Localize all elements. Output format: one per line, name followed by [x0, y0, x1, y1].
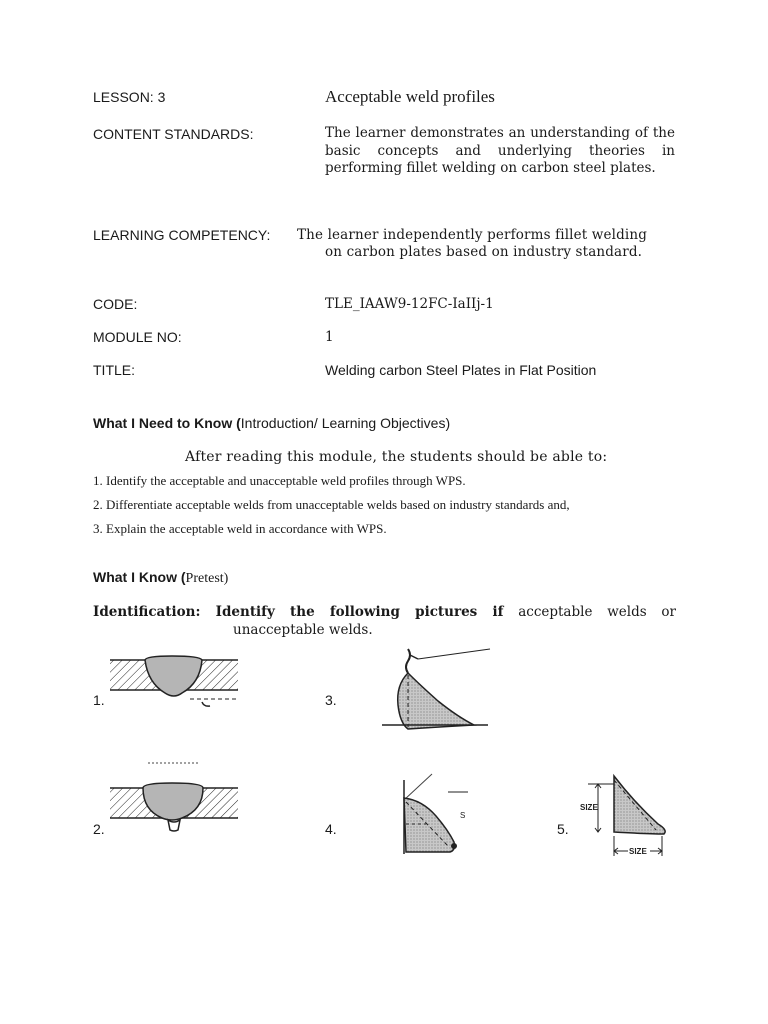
identification-line1 — [93, 604, 676, 620]
figure-number-5: 5. — [557, 821, 569, 837]
lesson-label: LESSON: 3 — [93, 89, 166, 105]
content-standards-text: The learner demonstrates an understanding of the basic concepts and underlying theories in performing fillet welding on carbon steel plates. — [325, 125, 675, 176]
need-to-know-heading — [93, 415, 450, 431]
objective-1: 1. Identify the acceptable and unacceptable weld profiles through WPS. — [93, 473, 466, 488]
weld-figure-5 — [578, 772, 678, 862]
module-label: MODULE NO: — [93, 329, 182, 345]
objective-3: 3. Explain the acceptable weld in accordance with WPS. — [93, 521, 387, 536]
module-value: 1 — [325, 329, 334, 345]
weld-figure-2 — [110, 758, 238, 836]
s-dimension-label: S — [460, 811, 466, 820]
lesson-title: Acceptable weld profiles — [325, 87, 495, 106]
what-i-know-heading-bold: What I Know ( — [93, 569, 186, 585]
weld-figure-1 — [110, 655, 238, 710]
content-standards-label: CONTENT STANDARDS: — [93, 126, 254, 142]
identification-rest: acceptable welds or — [518, 604, 677, 620]
figure-number-4: 4. — [325, 821, 337, 837]
weld-figure-3 — [378, 645, 493, 735]
objectives-intro: After reading this module, the students should be able to: — [185, 449, 608, 465]
figure-number-1: 1. — [93, 692, 105, 708]
what-i-know-heading — [93, 569, 228, 587]
identification-bold: Identification: Identify the following pictures if — [93, 604, 504, 620]
what-i-know-heading-rest: Pretest) — [185, 571, 229, 586]
need-to-know-heading-rest: Introduction/ Learning Objectives) — [240, 415, 451, 431]
code-label: CODE: — [93, 296, 138, 312]
objective-2: 2. Differentiate acceptable welds from unacceptable welds based on industry standards and, — [93, 497, 570, 512]
title-label: TITLE: — [93, 362, 136, 378]
size-label-horizontal: SIZE — [629, 847, 647, 856]
figure-number-3: 3. — [325, 692, 337, 708]
weld-figure-4 — [392, 772, 472, 860]
figure-number-2: 2. — [93, 821, 105, 837]
competency-label: LEARNING COMPETENCY: — [93, 227, 271, 243]
competency-line1: The learner independently performs fillet welding — [297, 227, 648, 243]
need-to-know-heading-bold: What I Need to Know ( — [93, 415, 241, 431]
title-value: Welding carbon Steel Plates in Flat Position — [325, 362, 597, 378]
identification-line2: unacceptable welds. — [233, 622, 373, 638]
code-value: TLE_IAAW9-12FC-IaIIj-1 — [325, 296, 494, 312]
competency-line2: on carbon plates based on industry standard. — [325, 244, 643, 260]
size-label-vertical: SIZE — [580, 803, 598, 812]
